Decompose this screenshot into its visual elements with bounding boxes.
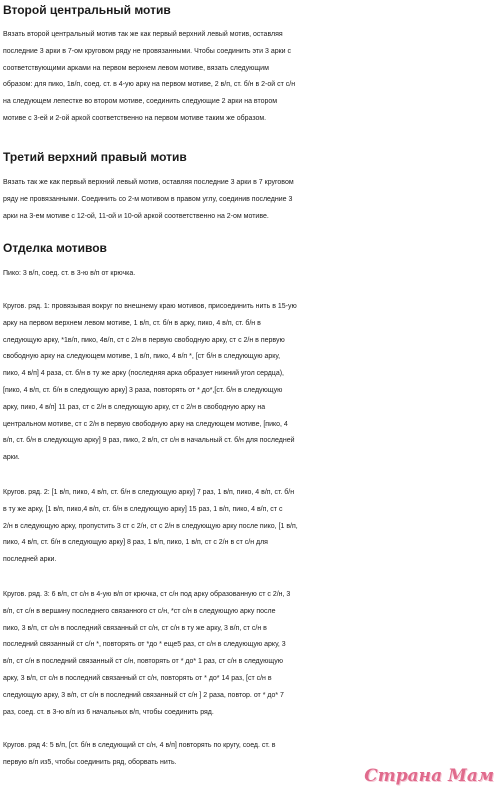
text-line: Кругов. ряд. 3: 6 в/п, ст с/н в 4-ую в/п от крючка, ст с/н под арку образованную ст с 2/н, 3 — [3, 591, 291, 598]
text-line: Пико: 3 в/п, соед. ст. в 3-ю в/п от крючка. — [3, 270, 136, 277]
text-line: раз, соед. ст. в 3-ю в/п из 6 начальных в/п, чтобы соединить ряд. — [3, 708, 214, 716]
text-line: арку на первом верхнем левом мотиве, 1 в/п, ст. б/н в арку, пико, 4 в/п, ст. б/н в — [3, 319, 261, 327]
text-line: Вязать второй центральный мотив так же как первый верхний левый мотив, оставляя — [3, 31, 283, 38]
text-line: центральном мотиве, ст с 2/н в первую свободную арку на следующем мотиве, [пико, 4 — [3, 420, 288, 428]
paragraph-third-motif — [3, 175, 497, 225]
paragraph-round-1 — [3, 299, 497, 467]
text-line: пико, 4 в/п] 4 раза, ст. б/н в ту же арку (последняя арка образует нижний угол сердца), — [3, 370, 284, 378]
text-line: последний связанный ст с/н *, повторять от *до * еще5 раз, ст с/н в следующую арку, 3 — [3, 641, 286, 649]
paragraph-second-motif — [3, 27, 497, 128]
text-line: Вязать так же как первый верхний левый мотив, оставляя последние 3 арки в 7 круговом — [3, 179, 294, 186]
text-line: Кругов. ряд 4: 5 в/п, [ст. б/н в следующий ст с/н, 4 в/п] повторять по кругу, соед. ст. в — [3, 742, 276, 749]
heading-third-upper-right-motif: Третий верхний правый мотив — [3, 150, 187, 164]
text-line: пико, 4 в/п, ст. б/н в следующую арку] 8 раз, 1 в/п, пико, 1 в/п, ст с 2/н в ст с/н для — [3, 539, 268, 547]
paragraph-round-2 — [3, 485, 497, 569]
text-line: в/п, ст. б/н в следующую арку] 9 раз, пико, 2 в/п, ст с/н в начальный ст. б/н для последней — [3, 437, 295, 445]
text-line: образом: для пико, 1в/п, соед. ст. в 4-ую арку на первом мотиве, 2 в/п, ст. б/н в 2-ой ст с/н — [3, 81, 296, 89]
heading-second-central-motif: Второй центральный мотив — [3, 3, 171, 17]
text-line: следующую арку, 3 в/п, ст с/н в последний связанный ст с/н ] 2 раза, повтор. от * до* 7 — [3, 691, 284, 699]
text-line: первую в/п из5, чтобы соединить ряд, оборвать нить. — [3, 758, 177, 766]
text-line: арку, пико, 4 в/п] 11 раз, ст с 2/н в следующую арку, ст с 2/н в свободную арку на — [3, 403, 266, 411]
text-line: [пико, 4 в/п, ст. б/н в следующую арку] 3 раза, повторять от * до*,[ст. б/н в следующую — [3, 386, 283, 394]
text-line: на следующем лепестке во втором мотиве, соединить следующие 2 арки на втором — [3, 98, 278, 106]
paragraph-pico — [3, 266, 497, 283]
heading-motif-finishing: Отделка мотивов — [3, 241, 107, 255]
text-line: 2/н в следующую арку, пропустить 3 ст с 2/н, ст с 2/н в следующую арку после пико, [1 в/п, — [3, 522, 298, 530]
text-line: пико, 3 в/п, ст с/н в последний связанный ст с/н, ст с/н в ту же арку, 3 в/п, ст с/н в — [3, 624, 267, 632]
text-line: мотиве с 3-ей и 2-ой аркой соответственно на первом мотиве таким же образом. — [3, 114, 267, 122]
text-line: ряду не провязанными. Соединить со 2-м мотивом в правом углу, соединив последние 3 — [3, 195, 293, 203]
text-line: последней арки. — [3, 556, 57, 564]
text-line: Кругов. ряд. 1: провязывая вокруг по внешнему краю мотивов, присоединить нить в 15-ую — [3, 303, 297, 310]
text-line: Кругов. ряд. 2: [1 в/п, пико, 4 в/п, ст. б/н в следующую арку] 7 раз, 1 в/п, пико, 4 в/п, ст. б/н — [3, 489, 295, 496]
text-line: в/п, ст с/н в последний связанный ст с/н, повторять от * до* 1 раз, ст с/н в следующую — [3, 658, 283, 666]
text-line: следующую арку, *1в/п, пико, 4в/п, ст с 2/н в первую свободную арку, ст с 2/н в первую — [3, 336, 285, 344]
text-line: последние 3 арки в 7-ом круговом ряду не провязанными. Чтобы соединить эти 3 арки с — [3, 47, 292, 55]
site-watermark-logo: Страна Мам — [364, 766, 494, 786]
paragraph-round-3 — [3, 587, 497, 721]
text-line: арку, 3 в/п, ст с/н в последний связанный ст с/н, повторять от * до* 14 раз, [ст с/н в — [3, 674, 272, 682]
text-line: арки. — [3, 454, 20, 462]
text-line: свободную арку на следующем мотиве, 1 в/п, пико, 4 в/п *, [ст б/н в следующую арку, — [3, 353, 281, 361]
text-line: в/п, ст с/н в вершину последнего связанного ст с/н, *ст с/н в следующую арку после — [3, 607, 276, 615]
text-line: арки на 3-ем мотиве с 12-ой, 11-ой и 10-ой аркой соответственно на 2-ом мотиве. — [3, 212, 269, 220]
text-line: соответствующими арками на первом верхнем левом мотиве, вязать следующим — [3, 64, 269, 72]
text-line: в ту же арку, [1 в/п, пико,4 в/п, ст. б/н в следующую арку] 15 раз, 1 в/п, пико, 4 в/п, ст с — [3, 505, 283, 513]
